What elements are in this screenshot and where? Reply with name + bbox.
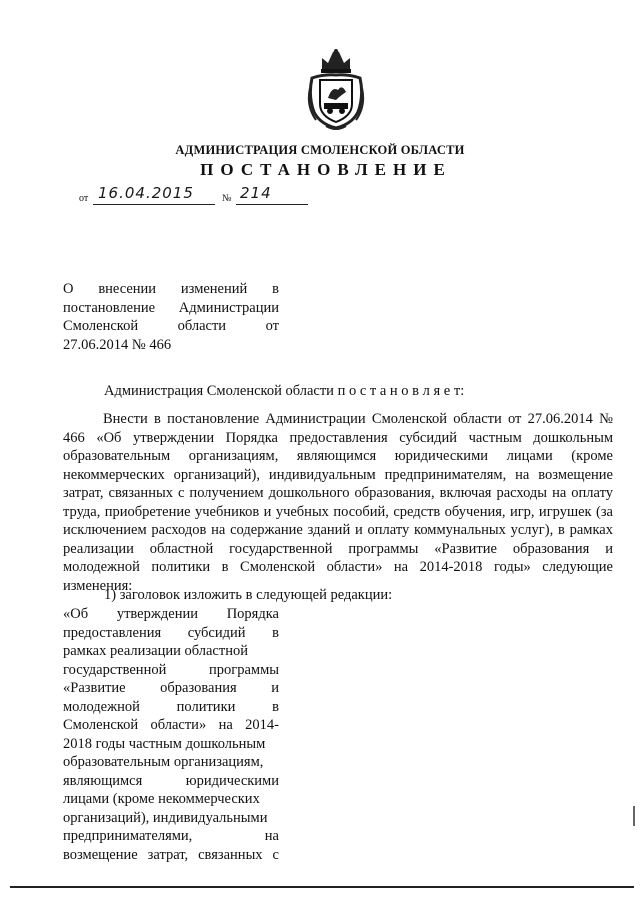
scan-mark <box>633 806 635 826</box>
organization-title: АДМИНИСТРАЦИЯ СМОЛЕНСКОЙ ОБЛАСТИ <box>175 143 465 157</box>
number-label: № <box>222 193 232 204</box>
quoted-line: государственной программы <box>63 661 279 678</box>
quoted-line: рамках реализации областной <box>63 643 248 659</box>
date-label: от <box>79 193 89 204</box>
quoted-line: образовательным организациям, <box>63 754 264 770</box>
quoted-line: «Развитие образования и <box>63 680 279 696</box>
quoted-title-block <box>63 605 279 864</box>
number-underline <box>236 204 308 205</box>
quoted-line: предоставления субсидий в <box>63 624 279 641</box>
subject-line: 27.06.2014 № 466 <box>63 336 172 353</box>
page-bottom-rule <box>10 886 634 888</box>
quoted-line: организаций), индивидуальными <box>63 809 268 826</box>
quoted-line: возмещение затрат, связанных с <box>63 846 279 863</box>
document-meta <box>0 184 640 211</box>
number-value: 214 <box>240 184 272 202</box>
subject-line: О внесении изменений в <box>63 281 279 297</box>
document-type-title: ПОСТАНОВЛЕНИЕ <box>200 160 452 179</box>
date-value: 16.04.2015 <box>98 184 194 202</box>
subject-line: Смоленской области от <box>63 318 279 334</box>
quoted-line: молодежной политики в <box>63 698 279 715</box>
quoted-line: лицами (кроме некоммерческих <box>63 791 260 807</box>
body-paragraph: Внести в постановление Администрации Смоленской области от 27.06.2014 № 466 «Об утверждении Порядка предоставления субсидий частным дошкольным образовательным организациям, являющимся юридическими лицами (кроме некоммерческих организаций), индивидуальным предпринимателям, на возмещение затрат, связанных с получением дошкольного образования, включая расходы на оплату труда, приобретение учебников и учебных пособий, средств обучения, игр, игрушек (за исключением расходов на содержание зданий и оплату коммунальных услуг), в рамках реализации областной государственной программы «Развитие образования и молодежной политики в Смоленской области» на 2014-2018 годы» следующие изменения: <box>63 411 613 594</box>
quoted-line: Смоленской области» на 2014- <box>63 717 279 733</box>
decree-line: Администрация Смоленской области п о с т а н о в л я е т: <box>104 383 465 399</box>
item-1: 1) заголовок изложить в следующей редакции: <box>104 587 393 603</box>
quoted-line: предпринимателями, на <box>63 828 279 844</box>
coat-of-arms-icon <box>306 48 366 132</box>
date-underline <box>93 204 215 205</box>
quoted-line: «Об утверждении Порядка <box>63 606 279 622</box>
subject-line: постановление Администрации <box>63 299 279 316</box>
quoted-line: 2018 годы частным дошкольным <box>63 735 266 752</box>
quoted-line: являющимся юридическими <box>63 772 279 789</box>
subject-block <box>63 280 279 354</box>
